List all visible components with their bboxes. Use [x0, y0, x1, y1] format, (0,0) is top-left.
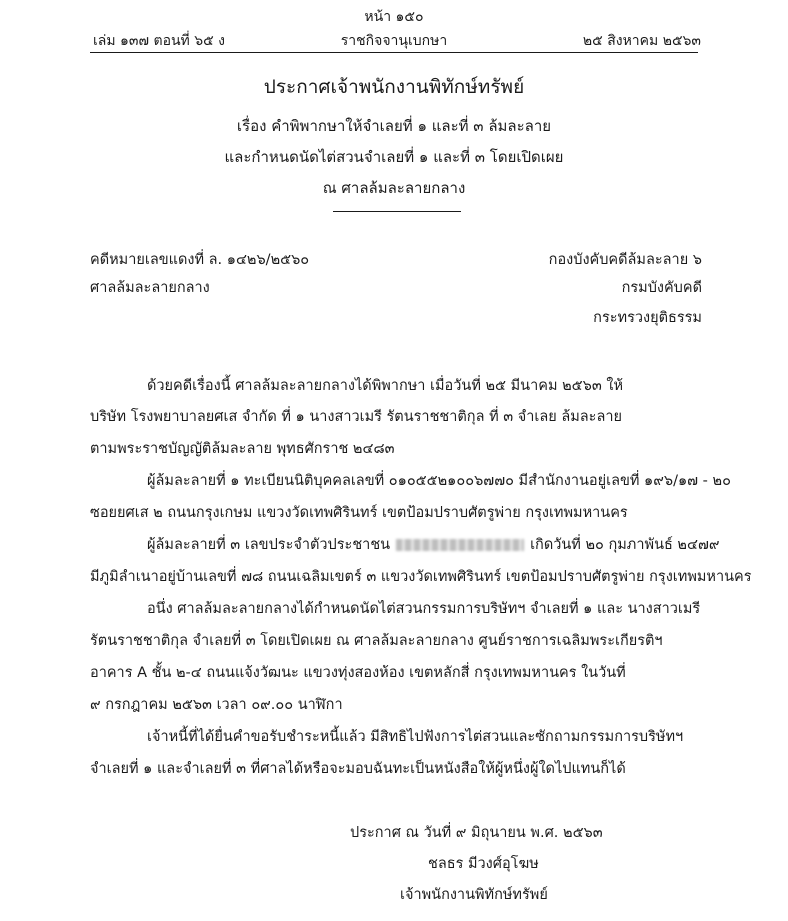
paragraph-1-line-1: ด้วยคดีเรื่องนี้ ศาลล้มละลายกลางได้พิพากษา เมื่อวันที่ ๒๕ มีนาคม ๒๕๖๓ ให้: [147, 378, 624, 394]
gazette-date: ๒๕ สิงหาคม ๒๕๖๓: [582, 33, 701, 49]
volume-issue: เล่ม ๑๓๗ ตอนที่ ๖๕ ง: [93, 33, 225, 49]
department-name: กรมบังคับคดี: [621, 280, 702, 296]
redacted-id-number: [396, 539, 524, 551]
id-label: ผู้ล้มละลายที่ ๓ เลขประจำตัวประชาชน: [147, 537, 391, 553]
paragraph-3-line-1: [147, 533, 720, 556]
page-title: ประกาศเจ้าพนักงานพิทักษ์ทรัพย์: [263, 76, 525, 98]
paragraph-2-line-1: ผู้ล้มละลายที่ ๑ ทะเบียนนิติบุคคลเลขที่ ๐๑๐๕๕๒๑๐๐๖๗๗๐ มีสำนักงานอยู่เลขที่ ๑๙๖/๑๗ - ๒๐: [147, 473, 731, 489]
paragraph-4-line-1: อนึ่ง ศาลล้มละลายกลางได้กำหนดนัดไต่สวนกรรมการบริษัทฯ จำเลยที่ ๑ และ นางสาวเมรี: [147, 601, 701, 617]
subject-line-1: เรื่อง คำพิพากษาให้จำเลยที่ ๑ และที่ ๓ ล้มละลาย: [236, 117, 552, 135]
court-name: ศาลล้มละลายกลาง: [90, 280, 210, 296]
signatory-name: ชลธร มีวงศ์อุโฆษ: [428, 856, 539, 872]
signatory-position: เจ้าพนักงานพิทักษ์ทรัพย์: [400, 887, 548, 903]
birth-date: เกิดวันที่ ๒๐ กุมภาพันธ์ ๒๔๗๙: [530, 537, 720, 553]
header-rule: [90, 52, 698, 53]
paragraph-2-line-2: ซอยยศเส ๒ ถนนกรุงเกษม แขวงวัดเทพศิรินทร์ เขตป้อมปราบศัตรูพ่าย กรุงเทพมหานคร: [90, 505, 628, 521]
announcement-date: ประกาศ ณ วันที่ ๙ มิถุนายน พ.ศ. ๒๕๖๓: [350, 825, 603, 841]
paragraph-5-line-2: จำเลยที่ ๑ และจำเลยที่ ๓ ที่ศาลได้หรือจะมอบฉันทะเป็นหนังสือให้ผู้หนึ่งผู้ใดไปแทนก็ได้: [90, 761, 626, 777]
division-name: กองบังคับคดีล้มละลาย ๖: [548, 252, 702, 268]
case-number: คดีหมายเลขแดงที่ ล. ๑๔๒๖/๒๕๖๐: [90, 252, 310, 268]
gazette-name: ราชกิจจานุเบกษา: [340, 33, 448, 49]
paragraph-1-line-2: บริษัท โรงพยาบาลยศเส จำกัด ที่ ๑ นางสาวเมรี รัตนราชชาติกุล ที่ ๓ จำเลย ล้มละลาย: [90, 409, 622, 425]
page-number: หน้า ๑๕๐: [364, 9, 424, 25]
paragraph-4-line-2: รัตนราชชาติกุล จำเลยที่ ๓ โดยเปิดเผย ณ ศาลล้มละลายกลาง ศูนย์ราชการเฉลิมพระเกียรติฯ: [90, 633, 663, 649]
paragraph-4-line-4: ๙ กรกฎาคม ๒๕๖๓ เวลา ๐๙.๐๐ นาฬิกา: [90, 697, 343, 713]
paragraph-1-line-3: ตามพระราชบัญญัติล้มละลาย พุทธศักราช ๒๔๘๓: [90, 441, 395, 457]
paragraph-5-line-1: เจ้าหนี้ที่ได้ยื่นคำขอรับชำระหนี้แล้ว มีสิทธิไปฟังการไต่สวนและซักถามกรรมการบริษัทฯ: [147, 729, 684, 745]
ministry-name: กระทรวงยุติธรรม: [593, 310, 702, 326]
paragraph-4-line-3: อาคาร A ชั้น ๒-๔ ถนนแจ้งวัฒนะ แขวงทุ่งสองห้อง เขตหลักสี่ กรุงเทพมหานคร ในวันที่: [90, 665, 626, 681]
subject-line-2: และกำหนดนัดไต่สวนจำเลยที่ ๑ และที่ ๓ โดยเปิดเผย: [224, 148, 564, 166]
subject-line-3: ณ ศาลล้มละลายกลาง: [322, 179, 466, 197]
paragraph-3-line-2: มีภูมิลำเนาอยู่บ้านเลขที่ ๗๘ ถนนเฉลิมเขตร์ ๓ แขวงวัดเทพศิรินทร์ เขตป้อมปราบศัตรูพ่าย กรุงเทพมหานคร: [90, 569, 752, 585]
title-divider: [333, 211, 461, 212]
